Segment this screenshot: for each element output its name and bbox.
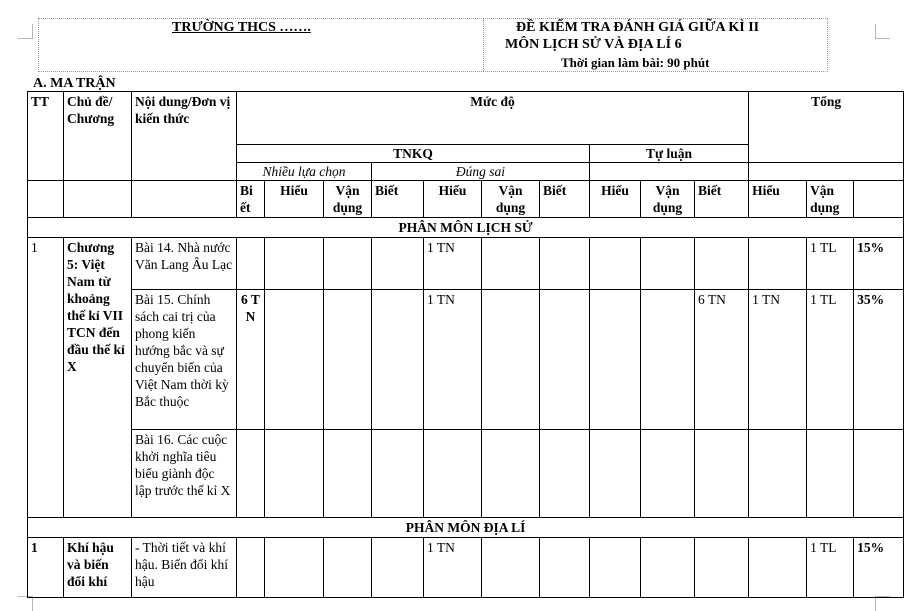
cell-content: Bài 14. Nhà nước Văn Lang Âu Lạc — [132, 238, 237, 290]
section-row-geo — [28, 518, 904, 538]
cell — [265, 238, 324, 290]
header-essay: Tự luận — [590, 145, 749, 163]
header-blank — [590, 163, 749, 181]
col-vandung-mcq: Vận dụng — [324, 181, 372, 218]
header-blank — [854, 181, 904, 218]
header-tt: TT — [28, 92, 64, 181]
header-row-1 — [28, 92, 904, 145]
cell — [372, 538, 424, 598]
cell — [695, 538, 749, 598]
cell — [324, 538, 372, 598]
col-hieu-mcq: Hiểu — [265, 181, 324, 218]
header-blank — [28, 181, 64, 218]
matrix-table — [27, 91, 904, 598]
cell-ratio: 15% — [854, 238, 904, 290]
cell-tf-hieu: 1 TN — [424, 290, 482, 430]
header-row-4 — [28, 181, 904, 218]
cell-content: Bài 15. Chính sách cai trị của phong kiến hướng bắc và sự chuyển biến của Việt Nam thời kỳ Bắc thuộc — [132, 290, 237, 430]
cell — [695, 430, 749, 518]
section-geography: PHÂN MÔN ĐỊA LÍ — [28, 518, 904, 538]
cell-sum-vandung: 1 TL — [807, 290, 854, 430]
cell-tf-hieu: 1 TN — [424, 238, 482, 290]
cell-tt: 1 — [28, 538, 64, 598]
page-corner-mark — [875, 24, 890, 39]
table-row — [28, 538, 904, 598]
cell — [540, 430, 590, 518]
cell-mcq-biet: 6 T N — [237, 290, 265, 430]
cell — [641, 430, 695, 518]
header-mcq: Nhiều lựa chọn — [237, 163, 372, 181]
cell — [807, 430, 854, 518]
cell — [590, 430, 641, 518]
page-corner-mark — [18, 24, 33, 39]
cell — [424, 430, 482, 518]
header-topic: Chủ đề/ Chương — [64, 92, 132, 181]
table-row — [28, 290, 904, 430]
cell — [540, 238, 590, 290]
col-biet-total: Biết — [695, 181, 749, 218]
col-biet-tf: Biết — [372, 181, 424, 218]
section-title: A. MA TRẬN — [33, 76, 116, 91]
section-history: PHÂN MÔN LỊCH SỬ — [28, 218, 904, 238]
cell — [265, 290, 324, 430]
cell-sum-biet: 6 TN — [695, 290, 749, 430]
cell-sum-vandung: 1 TL — [807, 238, 854, 290]
cell-topic: Khí hậu và biến đổi khí — [64, 538, 132, 598]
table-row — [28, 430, 904, 518]
page-corner-mark — [875, 596, 890, 611]
section-row-history — [28, 218, 904, 238]
header-blank — [132, 181, 237, 218]
cell-sum-biet — [695, 238, 749, 290]
cell — [590, 538, 641, 598]
cell-sum-hieu — [749, 238, 807, 290]
cell — [372, 238, 424, 290]
col-biet-essay: Biết — [540, 181, 590, 218]
cell-mcq-biet — [237, 238, 265, 290]
cell — [372, 430, 424, 518]
col-hieu-essay: Hiểu — [590, 181, 641, 218]
col-hieu-total: Hiểu — [749, 181, 807, 218]
header-blank — [64, 181, 132, 218]
cell — [590, 290, 641, 430]
cell — [540, 290, 590, 430]
cell — [641, 238, 695, 290]
header-divider — [483, 19, 484, 71]
cell-sum-hieu: 1 TN — [749, 290, 807, 430]
cell — [482, 430, 540, 518]
cell — [749, 430, 807, 518]
header-content: Nội dung/Đơn vị kiến thức — [132, 92, 237, 181]
header-level: Mức độ — [237, 92, 749, 145]
cell — [324, 238, 372, 290]
cell — [590, 238, 641, 290]
cell — [749, 538, 807, 598]
cell-tf-hieu: 1 TN — [424, 538, 482, 598]
cell — [324, 430, 372, 518]
header-blank — [749, 163, 904, 181]
cell — [482, 238, 540, 290]
cell — [237, 430, 265, 518]
cell — [372, 290, 424, 430]
school-name: TRƯỜNG THCS ……. — [172, 20, 311, 35]
cell-ratio: 35% — [854, 290, 904, 430]
col-hieu-tf: Hiểu — [424, 181, 482, 218]
cell — [482, 538, 540, 598]
cell — [265, 538, 324, 598]
col-vandung-tf: Vận dụng — [482, 181, 540, 218]
cell-topic: Chương 5: Việt Nam từ khoảng thế kỉ VII TCN đến đầu thế kỉ X — [64, 238, 132, 518]
col-vandung-total: Vận dụng — [807, 181, 854, 218]
exam-subject: MÔN LỊCH SỬ VÀ ĐỊA LÍ 6 — [505, 37, 682, 52]
cell — [265, 430, 324, 518]
cell-ratio: 15% — [854, 538, 904, 598]
cell-sum-vandung: 1 TL — [807, 538, 854, 598]
cell — [641, 290, 695, 430]
col-vandung-essay: Vận dụng — [641, 181, 695, 218]
page-corner-mark — [18, 596, 33, 611]
header-total: Tổng — [749, 92, 904, 163]
cell — [237, 538, 265, 598]
exam-time: Thời gian làm bài: 90 phút — [561, 55, 710, 70]
cell — [324, 290, 372, 430]
cell — [641, 538, 695, 598]
cell — [482, 290, 540, 430]
cell — [540, 538, 590, 598]
cell-content: - Thời tiết và khí hậu. Biến đổi khí hậu — [132, 538, 237, 598]
header-tnkq: TNKQ — [237, 145, 590, 163]
header-truefalse: Đúng sai — [372, 163, 590, 181]
col-biet-mcq: Bi ết — [237, 181, 265, 218]
cell-tt: 1 — [28, 238, 64, 518]
cell-content: Bài 16. Các cuộc khởi nghĩa tiêu biểu giành độc lập trước thế kỉ X — [132, 430, 237, 518]
exam-title: ĐỀ KIỂM TRA ĐÁNH GIÁ GIỮA KÌ II — [516, 20, 760, 35]
table-row — [28, 238, 904, 290]
cell — [854, 430, 904, 518]
